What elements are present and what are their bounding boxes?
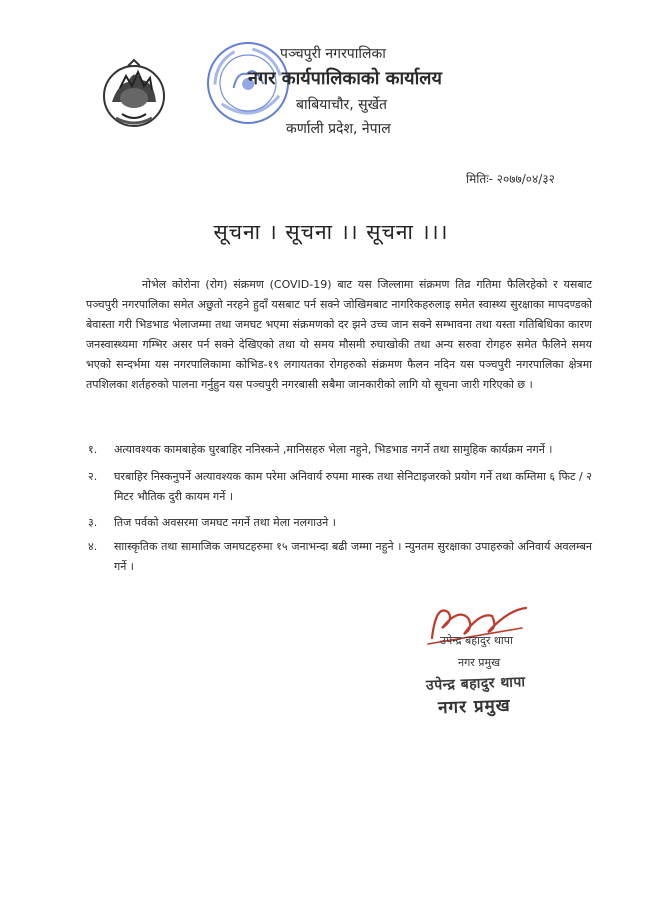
municipality-name: पञ्चपुरी नगरपालिका (280, 46, 386, 62)
list-item (88, 440, 592, 460)
list-item-text: साास्कृतिक तथा सामाजिक जमघटहरुमा १५ जनाभन्दा बढी जम्मा नहुने । न्युनतम सुरक्षाका उपाहरुको अनिवार्य अवलम्बन गर्ने । (114, 540, 592, 573)
list-item (88, 467, 592, 507)
office-name: नगर कार्यपालिकाको कार्यालय (248, 68, 442, 89)
list-item-text: अत्यावश्यक कामबाहेक घुरबाहिर ननिस्कने ,मानिसहरु भेला नहुने, भिडभाड नगर्ने तथा सामुहिक कार्यक्रम नगर्ने । (114, 443, 553, 456)
province-name: कर्णाली प्रदेश, नेपाल (286, 121, 391, 137)
nepal-government-emblem-icon (98, 58, 170, 130)
notice-body (86, 275, 592, 395)
notice-body-text: नोभेल कोरोना (रोग) संक्रमण (COVID-19) बाट यस जिल्लामा संक्रमण तिव्र गतिमा फैलिरहेको र यसबाट पञ्चपुरी नगरपालिका समेत अछुतो नरहने हुदाँ यसबाट पर्न सक्ने जोखिमबाट नागरिकहरुलाइ समेत स्वास्थ्य सुरक्षाका मापदण्डको बेवास्ता गरी भिडभाड भेलाजम्मा तथा जमघट भएमा संक्रमणको दर झने उच्च जान सक्ने सम्भावना तथा यस्ता गतिबिधिका कारण जनस्वास्थ्यमा गम्भिर असर पर्न सक्ने देखिएको तथा यो समय मौसमी रुघाखोकी तथा अन्य सरुवा रोगहरु समेत फैलिने समय भएको सन्दर्भमा यस नगरपालिकामा कोभिड-१९ लगायतका रोगहरुको संक्रमण फैलन नदिन यस पञ्चपुरी नगरपालिका क्षेत्रमा तपशिलका शर्तहरुको पालना गर्नुहुन यस पञ्चपुरी नगरबासी सबैमा जानकारीको लागि यो सूचना जारी गरिएको छ । (86, 278, 592, 391)
list-item-number: ३. (88, 516, 98, 529)
signatory-stamp-name: उपेन्द्र बहादुर थापा (425, 674, 526, 694)
list-item (88, 537, 592, 577)
notice-date: मितिः- २०७७/०४/३२ (466, 172, 555, 186)
list-item-text: तिज पर्वको अवसरमा जमघट नगर्ने तथा मेला नलगाउने । (114, 516, 336, 529)
list-item (88, 513, 592, 533)
conditions-list (88, 440, 592, 577)
office-address: बाबियाचौर, सुर्खेत (296, 97, 388, 113)
signatory-stamp-title: नगर प्रमुख (437, 695, 512, 719)
list-item-text: घरबाहिर निस्कनुपर्ने अत्यावश्यक काम परेमा अनिवार्य रुपमा मास्क तथा सेनिटाइजरको प्रयोग गर्ने तथा कम्तिमा ६ फिट / २ मिटर भौतिक दुरी कायम गर्ने । (114, 470, 592, 503)
signatory-name: उपेन्द्र बहादुर थापा (440, 634, 513, 647)
signatory-title: नगर प्रमुख (458, 656, 501, 669)
list-item-number: ४. (88, 540, 98, 553)
notice-title: सूचना । सूचना ।। सूचना ।।। (213, 220, 449, 244)
list-item-number: १. (88, 443, 98, 456)
list-item-number: २. (88, 470, 98, 483)
